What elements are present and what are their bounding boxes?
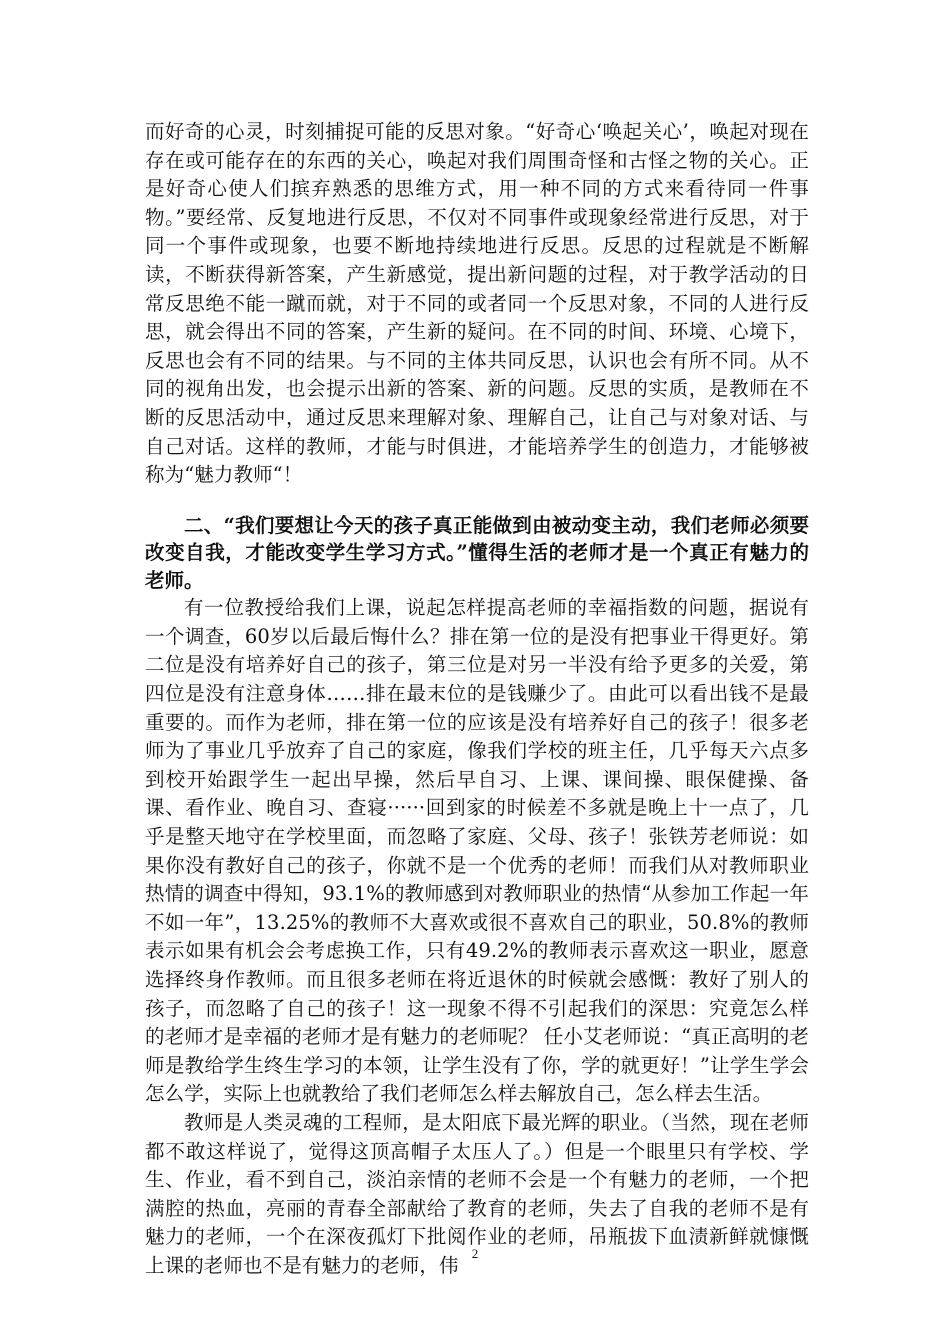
body-paragraph-happiness-survey: 有一位教授给我们上课，说起怎样提高老师的幸福指数的问题，据说有一个调查，60岁以后最后悔什么？排在第一位的是没有把事业干得更好。第二位是没有培养好自己的孩子，第三位是对另一半没有给予更多的关爱，第四位是没有注意身体……排在最末位的是钱赚少了。由此可以看出钱不是最重要的。而作为老师，排在第一位的应该是没有培养好自己的孩子！很多老师为了事业几乎放弃了自己的家庭，像我们学校的班主任，几乎每天六点多到校开始跟学生一起出早操，然后早自习、上课、课间操、眼保健操、备课、看作业、晚自习、查寝······回到家的时候差不多就是晚上十一点了，几乎是整天地守在学校里面，而忽略了家庭、父母、孩子！张铁芳老师说：如果你没有教好自己的孩子，你就不是一个优秀的老师！而我们从对教师职业热情的调查中得知，93.1%的教师感到对教师职业的热情“从参加工作起一年不如一年”，13.25%的教师不大喜欢或很不喜欢自己的职业，50.8%的教师表示如果有机会会考虑换工作，只有49.2%的教师表示喜欢这一职业，愿意选择终身作教师。而且很多老师在将近退休的时候就会感慨：教好了别人的孩子，而忽略了自己的孩子！这一现象不得不引起我们的深思：究竟怎么样的老师才是幸福的老师才是有魅力的老师呢？ 任小艾老师说：“真正高明的老师是教给学生终生学习的本领，让学生没有了你，学的就更好！”让学生学会怎么学，实际上也就教给了我们老师怎么样去解放自己，怎么样去生活。 xyxy=(145,596,809,1106)
body-paragraph-reflection: 而好奇的心灵，时刻捕捉可能的反思对象。“好奇心‘唤起关心’，唤起对现在存在或可能存在的东西的关心，唤起对我们周围奇怪和古怪之物的关心。正是好奇心使人们摈弃熟悉的思维方式，用一种不同的方式来看待同一件事物。”要经常、反复地进行反思，不仅对不同事件或现象经常进行反思，对于同一个事件或现象，也要不断地持续地进行反思。反思的过程就是不断解读，不断获得新答案，产生新感觉，提出新问题的过程，对于教学活动的日常反思绝不能一蹴而就，对于不同的或者同一个反思对象，不同的人进行反思，就会得出不同的答案，产生新的疑问。在不同的时间、环境、心境下，反思也会有不同的结果。与不同的主体共同反思，认识也会有所不同。从不同的视角出发，也会提示出新的答案、新的问题。反思的实质，是教师在不断的反思活动中，通过反思来理解对象、理解自己，让自己与对象对话、与自己对话。这样的教师，才能与时俱进，才能培养学生的创造力，才能够被称为“魅力教师“！ xyxy=(145,120,809,487)
body-paragraph-teacher-profession: 教师是人类灵魂的工程师，是太阳底下最光辉的职业。（当然，现在老师都不敢这样说了，觉得这顶高帽子太压人了。）但是一个眼里只有学校、学生、作业，看不到自己，淡泊亲情的老师不会是一个有魅力的老师，一个把满腔的热血，亮丽的青春全部献给了教育的老师，失去了自我的老师不是有魅力的老师，一个在深夜孤灯下批阅作业的老师，吊瓶拔下血渍新鲜就慷慨上课的老师也不是有魅力的老师，伟 xyxy=(145,1110,809,1277)
page-number: 2 xyxy=(471,1246,479,1261)
section-heading-2: 二、“我们要想让今天的孩子真正能做到由被动变主动，我们老师必须要改变自我，才能改变学生学习方式。”懂得生活的老师才是一个真正有魅力的老师。 xyxy=(145,513,809,592)
document-body xyxy=(145,118,809,1280)
